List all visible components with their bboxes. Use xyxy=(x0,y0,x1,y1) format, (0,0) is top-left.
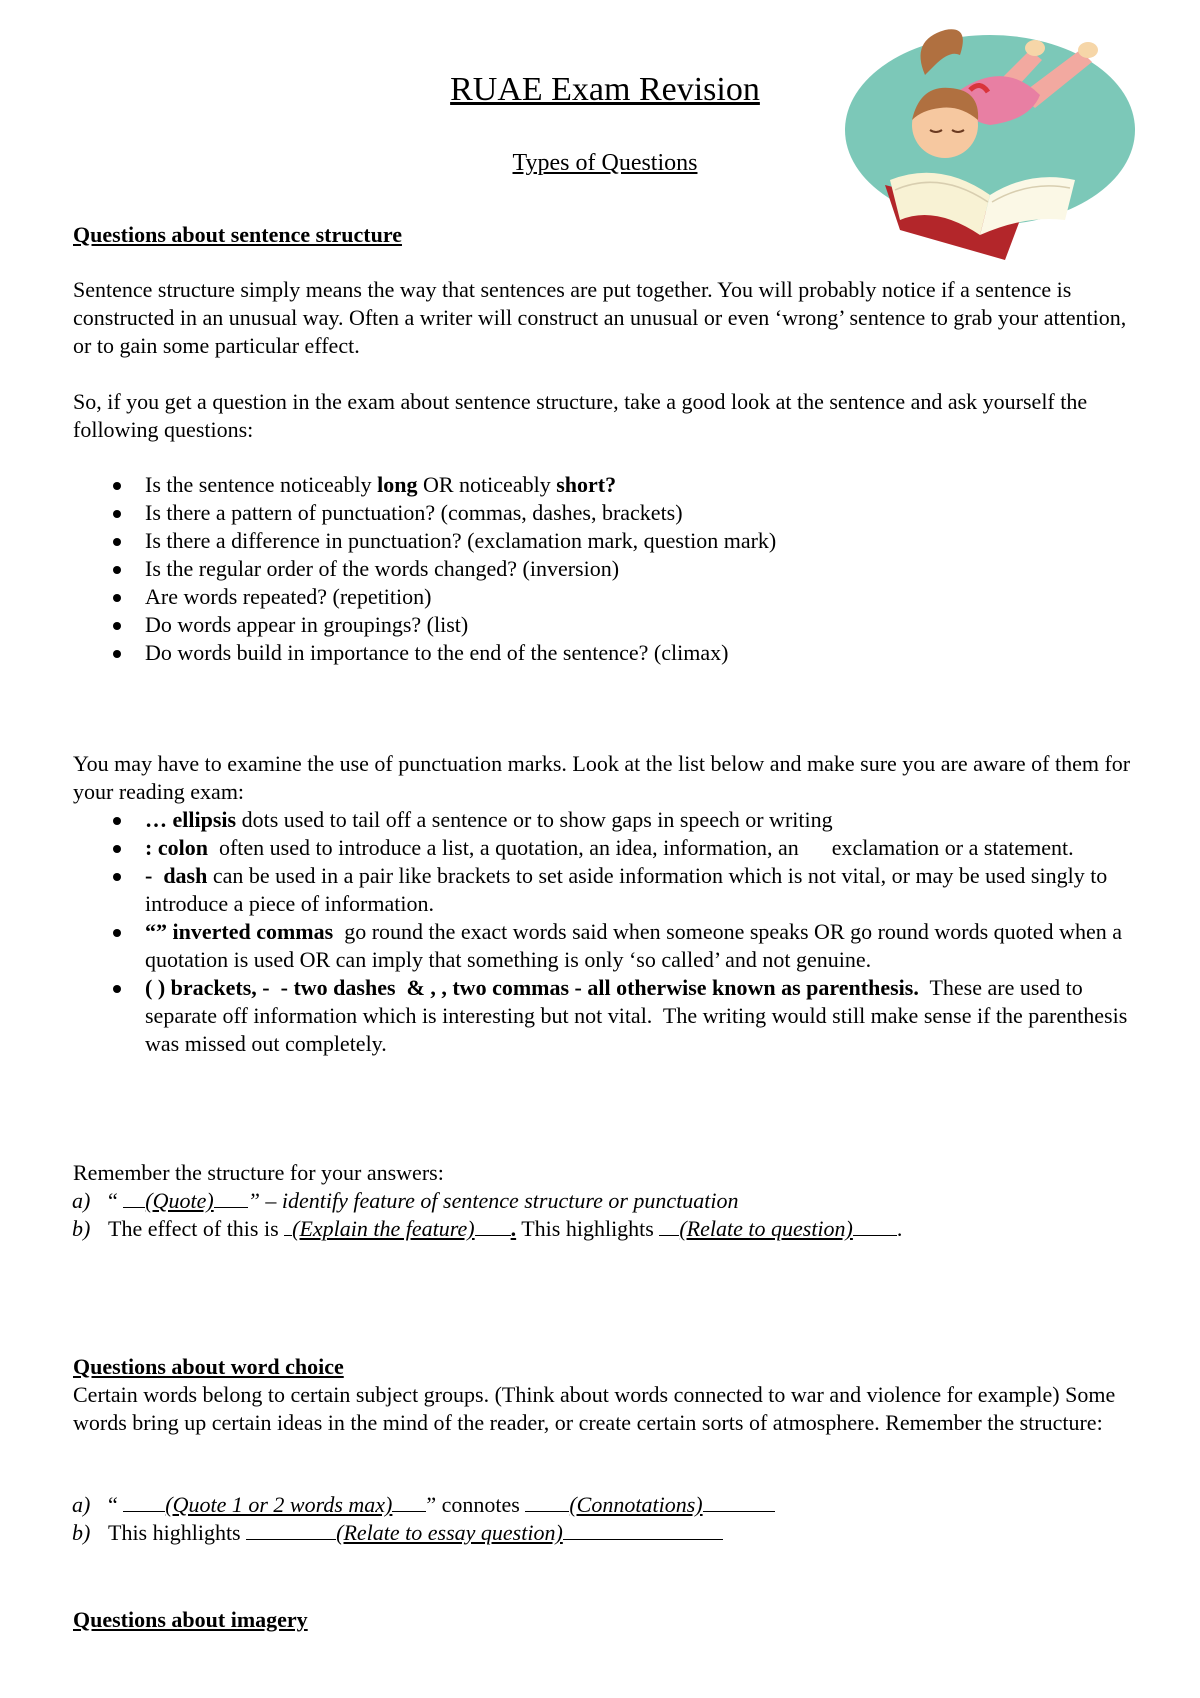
list-item: Is the regular order of the words changed? (inversion) xyxy=(73,555,1133,583)
bullet-icon xyxy=(113,566,121,574)
bullet-icon xyxy=(113,650,121,658)
list-item-colon: : colon often used to introduce a list, a quotation, an idea, information, an exclamation or a statement. xyxy=(73,834,1133,862)
list-item-dash: - dash can be used in a pair like brackets to set aside information which is not vital, or may be used singly to introduce a piece of information. xyxy=(73,862,1133,918)
bullet-icon xyxy=(113,873,121,881)
structure-item-b: b) The effect of this is (Explain the feature) . This highlights (Relate to question) . xyxy=(72,1216,903,1241)
bullet-icon xyxy=(113,538,121,546)
section-heading-word-choice: Questions about word choice xyxy=(73,1354,344,1379)
sentence-structure-question-list xyxy=(73,471,1133,667)
word-choice-item-b: b) This highlights (Relate to essay question) xyxy=(0,1519,1200,1547)
paragraph-word-choice: Certain words belong to certain subject groups. (Think about words connected to war and violence for example) Some words bring up certain ideas in the mind of the reader, or create certain sorts of atmosphere. Remember the structure: xyxy=(73,1382,1116,1435)
section-heading-sentence-structure: Questions about sentence structure xyxy=(73,222,402,247)
list-item: Are words repeated? (repetition) xyxy=(73,583,1133,611)
bullet-icon xyxy=(113,817,121,825)
structure-list xyxy=(0,1187,1200,1243)
bullet-icon xyxy=(113,482,121,490)
bullet-icon xyxy=(113,985,121,993)
paragraph-sentence-structure-intro: Sentence structure simply means the way that sentences are put together. You will probably notice if a sentence is constructed in an unusual way. Often a writer will construct an unusual or even ‘wrong’ sentence to grab your attention, or to gain some particular effect. xyxy=(73,277,1127,358)
punctuation-list xyxy=(73,806,1133,1058)
list-item: Is there a difference in punctuation? (exclamation mark, question mark) xyxy=(73,527,1133,555)
list-item-parenthesis: ( ) brackets, - - two dashes & , , two commas - all otherwise known as parenthesis. These are used to separate off information which is interesting but not vital. The writing would still make sense if the parenthesis was missed out completely. xyxy=(73,974,1133,1058)
list-item-ellipsis: … ellipsis dots used to tail off a sentence or to show gaps in speech or writing xyxy=(73,806,1133,834)
girl-reading-book-icon xyxy=(830,20,1140,265)
list-item: Do words appear in groupings? (list) xyxy=(73,611,1133,639)
paragraph-sentence-structure-ask: So, if you get a question in the exam about sentence structure, take a good look at the sentence and ask yourself the following questions: xyxy=(73,389,1088,442)
list-item: Do words build in importance to the end of the sentence? (climax) xyxy=(73,639,1133,667)
page-title: RUAE Exam Revision xyxy=(450,71,760,108)
paragraph-punctuation-intro: You may have to examine the use of punctuation marks. Look at the list below and make sure you are aware of them for your reading exam: xyxy=(73,751,1131,804)
bullet-icon xyxy=(113,594,121,602)
bullet-icon xyxy=(113,622,121,630)
list-item: Is the sentence noticeably long OR noticeably short? xyxy=(73,471,1133,499)
structure-intro: Remember the structure for your answers: xyxy=(73,1160,444,1185)
list-item: Is there a pattern of punctuation? (commas, dashes, brackets) xyxy=(73,499,1133,527)
bullet-icon xyxy=(113,510,121,518)
structure-item-a: a) “ (Quote) ” – identify feature of sentence structure or punctuation xyxy=(72,1188,739,1213)
bullet-icon xyxy=(113,929,121,937)
page-subtitle: Types of Questions xyxy=(512,150,698,176)
section-heading-imagery: Questions about imagery xyxy=(73,1607,308,1632)
list-item-inverted-commas: “” inverted commas go round the exact words said when someone speaks OR go round words quoted when a quotation is used OR can imply that something is only ‘so called’ and not genuine. xyxy=(73,918,1133,974)
word-choice-item-a: a) “ (Quote 1 or 2 words max) ” connotes (Connotations) xyxy=(0,1491,1200,1519)
bullet-icon xyxy=(113,845,121,853)
word-choice-structure-list xyxy=(0,1491,1200,1547)
